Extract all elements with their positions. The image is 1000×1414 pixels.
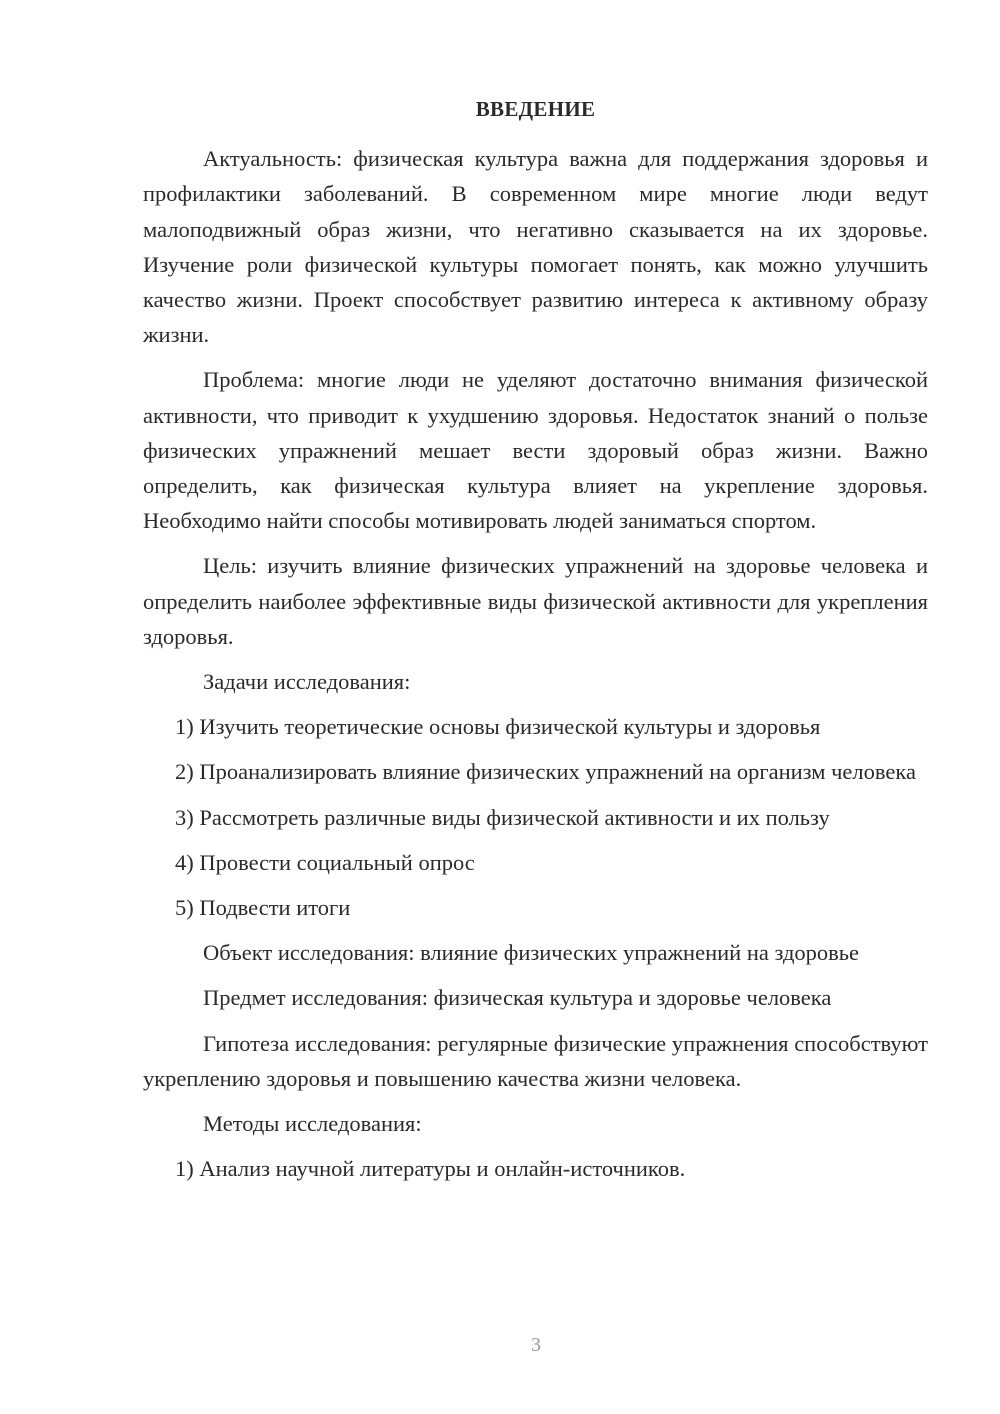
hypothesis-paragraph: Гипотеза исследования: регулярные физические упражнения способствуют укреплению здоровья и повышению качества жизни человека. <box>143 1030 928 1091</box>
methods-heading: Методы исследования: <box>203 1111 422 1137</box>
document-page <box>143 92 928 1196</box>
relevance-paragraph: Актуальность: физическая культура важна для поддержания здоровья и профилактики заболеваний. В современном мире многие люди ведут малоподвижный образ жизни, что негативно сказывается на их здоровье. Изучение роли физической культуры помогает понять, как можно улучшить качество жизни. Проект способствует развитию интереса к активному образу жизни. <box>143 146 928 348</box>
section-title: ВВЕДЕНИЕ <box>475 97 596 121</box>
page-number: 3 <box>531 1334 541 1356</box>
task-item: 3) Рассмотреть различные виды физической активности и их пользу <box>175 804 830 830</box>
task-item: 5) Подвести итоги <box>175 895 351 921</box>
task-item: 1) Изучить теоретические основы физической культуры и здоровья <box>175 714 821 740</box>
subject-paragraph: Предмет исследования: физическая культура и здоровье человека <box>203 985 832 1011</box>
tasks-heading: Задачи исследования: <box>203 669 411 695</box>
problem-paragraph: Проблема: многие люди не уделяют достаточно внимания физической активности, что приводит к ухудшению здоровья. Недостаток знаний о пользе физических упражнений мешает вести здоровый образ жизни. Важно определить, как физическая культура влияет на укрепление здоровья. Необходимо найти способы мотивировать людей заниматься спортом. <box>143 367 928 534</box>
task-item: 4) Провести социальный опрос <box>175 849 475 875</box>
task-item: 2) Проанализировать влияние физических упражнений на организм человека <box>175 759 916 785</box>
method-item: 1) Анализ научной литературы и онлайн-источников. <box>175 1156 686 1182</box>
goal-paragraph: Цель: изучить влияние физических упражнений на здоровье человека и определить наиболее эффективные виды физической активности для укрепления здоровья. <box>143 553 928 649</box>
object-paragraph: Объект исследования: влияние физических упражнений на здоровье <box>203 940 860 966</box>
